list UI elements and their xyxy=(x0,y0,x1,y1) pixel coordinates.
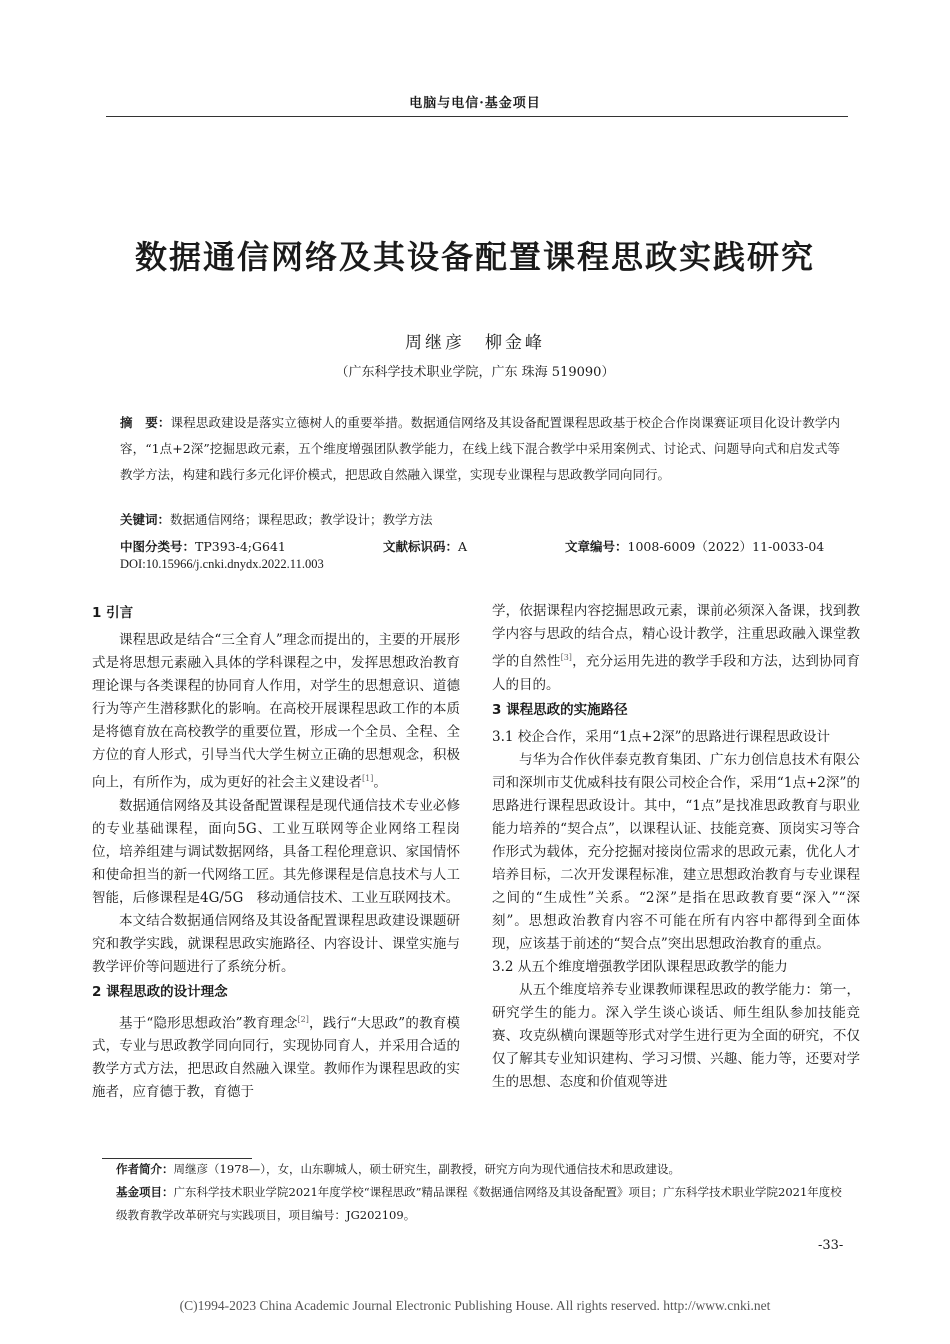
keywords-label: 关键词： xyxy=(120,512,171,527)
abstract-text: 课程思政建设是落实立德树人的重要举措。数据通信网络及其设备配置课程思政基于校企合作岗课赛证项目化设计教学内容，“1点+2深”挖掘思政元素，五个维度增强团队教学能力，在线上线下混合教学中采用案例式、讨论式、问题导向式和启发式等教学方法，构建和践行多元化评价模式，把思政自然融入课堂，实现专业课程与思政教学同向同行。 xyxy=(120,415,840,482)
paper-title: 数据通信网络及其设备配置课程思政实践研究 xyxy=(134,238,815,276)
doc-value: A xyxy=(458,539,468,554)
page-number: -33- xyxy=(818,1238,844,1253)
author-note-label: 作者简介： xyxy=(116,1162,174,1176)
subsection-heading-3-2: 3.2 从五个维度增强教学团队课程思政教学的能力 xyxy=(492,958,788,975)
section-heading-2: 2 课程思政的设计理念 xyxy=(92,983,228,1000)
paragraph: 基于“隐形思想政治”教育理念[2]，践行“大思政”的教育模式，专业与思政教学同向同行，实现协同育人，并采用合适的教学方式方法，把思政自然融入课堂。教师作为课程思政的实施者，应育德于教，育德于 xyxy=(92,1014,460,1100)
doc-label: 文献标识码： xyxy=(383,539,459,554)
author-note xyxy=(116,1158,850,1181)
article-value: 1008-6009（2022）11-0033-04 xyxy=(627,539,825,554)
citation-ref: [2] xyxy=(297,1014,309,1024)
journal-header: 电脑与电信·基金项目 xyxy=(409,96,541,111)
right-column xyxy=(492,600,860,1094)
keywords-text: 数据通信网络；课程思政；教学设计；教学方法 xyxy=(170,512,433,527)
authors: 周继彦 柳金峰 xyxy=(405,333,545,353)
paragraph: 课程思政是结合“三全育人”理念而提出的，主要的开展形式是将思想元素融入具体的学科课程之中，发挥思想政治教育理论课与各类课程的协同育人作用，对学生的思想意识、道德行为等产生潜移默化的影响。在高校开展课程思政工作的本质是将德育放在高校教学的重要位置，形成一个全员、全程、全方位的育人形式，引导当代大学生树立正确的思想观念，积极向上，有所作为，成为更好的社会主义建设者[1]。 xyxy=(92,632,460,791)
author-note-text: 周继彦（1978—），女，山东聊城人，硕士研究生，副教授，研究方向为现代通信技术和思政建设。 xyxy=(173,1162,681,1176)
affiliation: （广东科学技术职业学院，广东 珠海 519090） xyxy=(335,365,615,380)
clc-value: TP393-4;G641 xyxy=(195,539,286,554)
clc-number xyxy=(120,537,286,555)
citation-ref: [3] xyxy=(560,653,572,662)
copyright-footer: (C)1994-2023 China Academic Journal Electronic Publishing House. All rights reserved. http://www.cnki.net xyxy=(179,1298,771,1313)
paragraph: 从五个维度培养专业课教师课程思政的教学能力：第一，研究学生的能力。深入学生谈心谈话、师生组队参加技能竞赛、攻克纵横向课题等形式对学生进行更为全面的研究，不仅仅了解其专业知识建构、学习习惯、兴趣、能力等，还要对学生的思想、态度和价值观等进 xyxy=(492,981,860,1090)
article-number xyxy=(565,537,824,555)
article-label: 文章编号： xyxy=(565,539,628,554)
abstract xyxy=(120,410,840,488)
doi: DOI:10.15966/j.cnki.dnydx.2022.11.003 xyxy=(120,557,324,571)
header-rule xyxy=(106,116,848,117)
fund-note-text: 广东科学技术职业学院2021年度学校“课程思政”精品课程《数据通信网络及其设备配置》项目；广东科学技术职业学院2021年度校级教育教学改革研究与实践项目，项目编号：JG202109。 xyxy=(116,1185,842,1222)
paragraph: 数据通信网络及其设备配置课程是现代通信技术专业必修的专业基础课程，面向5G、工业互联网等企业网络工程岗位，培养组建与调试数据网络，具备工程伦理意识、家国情怀和使命担当的新一代网络工匠。其先修课程是信息技术与人工智能，后修课程是4G/5G 移动通信技术、工业互联网技术。 xyxy=(92,797,460,906)
keywords xyxy=(120,510,433,528)
section-heading-1: 1 引言 xyxy=(92,605,134,621)
paragraph: 与华为合作伙伴泰克教育集团、广东力创信息技术有限公司和深圳市艾优威科技有限公司校企合作，采用“1点+2深”的思路进行课程思政设计。其中，“1点”是找准思政教育与职业能力培养的“契合点”，以课程认证、技能竞赛、顶岗实习等合作形式为载体，充分挖掘对接岗位需求的思政元素，优化人才培养目标，二次开发课程标准，建立思想政治教育与专业课程之间的“生成性”关系。“2深”是指在思政教育要“深入”“深刻”。思想政治教育内容不可能在所有内容中都得到全面体现，应该基于前述的“契合点”突出思想政治教育的重点。 xyxy=(492,751,860,952)
abstract-label: 摘 要： xyxy=(120,415,171,430)
section-heading-3: 3 课程思政的实施路径 xyxy=(492,701,628,718)
citation-ref: [1] xyxy=(362,774,374,783)
clc-label: 中图分类号： xyxy=(120,539,196,554)
doc-code xyxy=(383,537,467,555)
paragraph: 本文结合数据通信网络及其设备配置课程思政建设课题研究和教学实践，就课程思政实施路径、内容设计、课堂实施与教学评价等问题进行了系统分析。 xyxy=(92,912,460,975)
fund-note xyxy=(116,1181,850,1227)
subsection-heading-3-1: 3.1 校企合作，采用“1点+2深”的思路进行课程思政设计 xyxy=(492,728,831,745)
paragraph: 学，依据课程内容挖掘思政元素，课前必须深入备课，找到教学内容与思政的结合点，精心设计教学，注重思政融入课堂教学的自然性[3]，充分运用先进的教学手段和方法，达到协同育人的目的。 xyxy=(492,603,861,693)
left-column xyxy=(92,600,460,1104)
fund-note-label: 基金项目： xyxy=(116,1185,174,1199)
